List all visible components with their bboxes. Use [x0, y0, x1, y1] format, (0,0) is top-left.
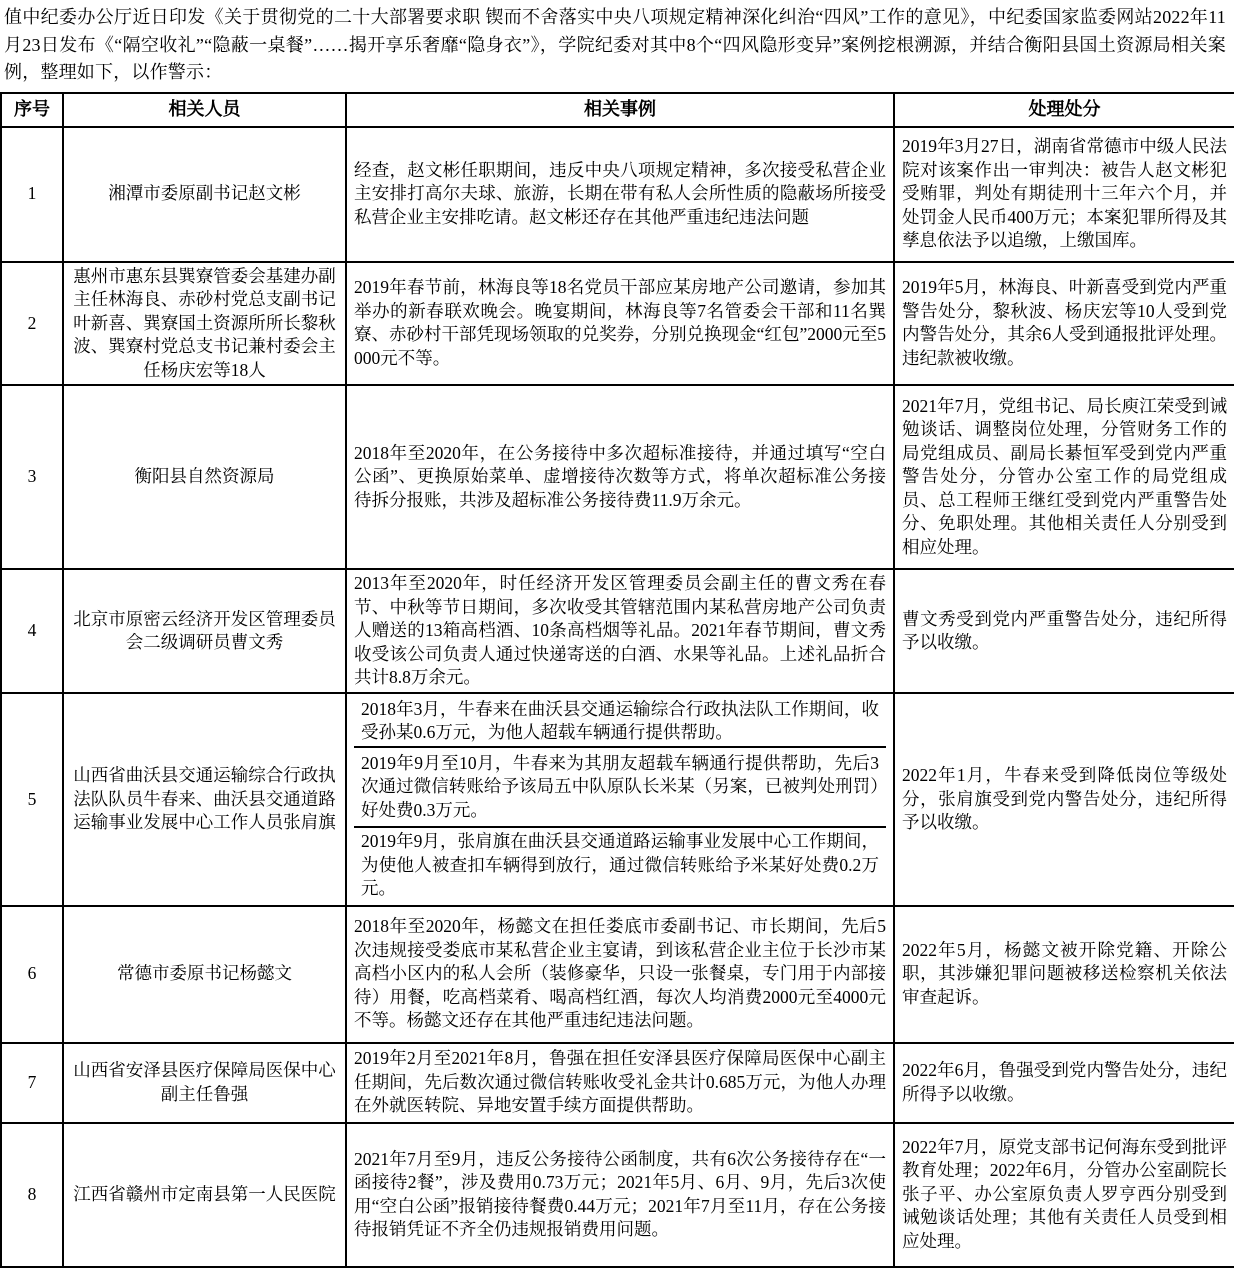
person-cell: 湘潭市委原副书记赵文彬 [63, 127, 346, 262]
punishment-cell: 2019年5月，林海良、叶新喜受到党内严重警告处分，黎秋波、杨庆宏等10人受到党内警告处分，其余6人受到通报批评处理。违纪款被收缴。 [894, 262, 1234, 386]
case-cell-group [346, 693, 894, 906]
case-cell: 2018年至2020年，杨懿文在担任娄底市委副书记、市长期间，先后5次违规接受娄底市某私营企业主宴请，到该私营企业主位于长沙市某高档小区内的私人会所（装修豪华，只设一张餐桌，专门用于内部接待）用餐，吃高档菜肴、喝高档红酒，每次人均消费2000元至4000元不等。杨懿文还存在其他严重违纪违法问题。 [346, 906, 894, 1043]
case-cell: 2019年春节前，林海良等18名党员干部应某房地产公司邀请，参加其举办的新春联欢晚会。晚宴期间，林海良等7名管委会干部和11名巽寮、赤砂村干部凭现场领取的兑奖券，分别兑换现金“红包”2000元至5000元不等。 [346, 262, 894, 386]
person-cell: 惠州市惠东县巽寮管委会基建办副主任林海良、赤砂村党总支副书记叶新喜、巽寮国土资源所所长黎秋波、巽寮村党总支书记兼村委会主任杨庆宏等18人 [63, 262, 346, 386]
person-cell: 江西省赣州市定南县第一人民医院 [63, 1123, 346, 1267]
case-subcell-wrap [354, 696, 886, 903]
row-number-cell: 5 [1, 693, 63, 906]
case-cell: 2019年2月至2021年8月，鲁强在担任安泽县医疗保障局医保中心副主任期间，先后数次通过微信转账收受礼金共计0.685万元，为他人办理在外就医转院、异地安置手续方面提供帮助。 [346, 1043, 894, 1123]
person-cell: 山西省安泽县医疗保障局医保中心副主任鲁强 [63, 1043, 346, 1123]
row-number-cell: 2 [1, 262, 63, 386]
cases-table [0, 92, 1234, 1268]
person-cell: 衡阳县自然资源局 [63, 385, 346, 569]
case-subcell [354, 746, 886, 826]
row-number-cell: 6 [1, 906, 63, 1043]
case-cell: 2013年至2020年，时任经济开发区管理委员会副主任的曹文秀在春节、中秋等节日期间，多次收受其管辖范围内某私营房地产公司负责人赠送的13箱高档酒、10条高档烟等礼品。2021年春节期间，曹文秀收受该公司负责人通过快递寄送的白酒、水果等礼品。上述礼品折合共计8.8万余元。 [346, 569, 894, 693]
case-cell: 2021年7月至9月，违反公务接待公函制度，共有6次公务接待存在“一函接待2餐”，涉及费用0.73万元；2021年5月、6月、9月，先后3次使用“空白公函”报销接待餐费0.44万元；2021年7月至11月，存在公务接待报销凭证不齐全仍违规报销费用问题。 [346, 1123, 894, 1267]
punishment-cell: 2022年6月，鲁强受到党内警告处分，违纪所得予以收缴。 [894, 1043, 1234, 1123]
punishment-cell: 2022年1月，牛春来受到降低岗位等级处分，张肩旗受到党内警告处分，违纪所得予以收缴。 [894, 693, 1234, 906]
punishment-cell: 曹文秀受到党内严重警告处分，违纪所得予以收缴。 [894, 569, 1234, 693]
punishment-cell: 2022年5月，杨懿文被开除党籍、开除公职，其涉嫌犯罪问题被移送检察机关依法审查起诉。 [894, 906, 1234, 1043]
table-row [1, 1123, 1234, 1267]
case-subcell [354, 826, 886, 903]
person-cell: 山西省曲沃县交通运输综合行政执法队队员牛春来、曲沃县交通道路运输事业发展中心工作人员张肩旗 [63, 693, 346, 906]
case-subcell-text: 2019年9月，张肩旗在曲沃县交通道路运输事业发展中心工作期间，为使他人被查扣车辆得到放行，通过微信转账给予米某好处费0.2万元。 [361, 831, 879, 898]
row-number-cell: 3 [1, 385, 63, 569]
table-row [1, 693, 1234, 906]
header-row [1, 93, 1234, 127]
table-row [1, 906, 1234, 1043]
row-number-cell: 4 [1, 569, 63, 693]
person-cell: 北京市原密云经济开发区管理委员会二级调研员曹文秀 [63, 569, 346, 693]
table-row [1, 1043, 1234, 1123]
case-subcell-text: 2019年9月至10月，牛春来为其朋友超载车辆通行提供帮助，先后3次通过微信转账给予该局五中队原队长米某（另案，已被判处刑罚）好处费0.3万元。 [361, 752, 879, 820]
case-subcell [354, 696, 886, 746]
col-header-index: 序号 [1, 93, 63, 127]
punishment-cell: 2019年3月27日，湖南省常德市中级人民法院对该案作出一审判决：被告人赵文彬犯受贿罪，判处有期徒刑十三年六个月，并处罚金人民币400万元；本案犯罪所得及其孳息依法予以追缴，上缴国库。 [894, 127, 1234, 262]
table-row [1, 569, 1234, 693]
person-cell: 常德市委原书记杨懿文 [63, 906, 346, 1043]
table-row [1, 385, 1234, 569]
case-subcell-text: 2018年3月，牛春来在曲沃县交通运输综合行政执法队工作期间，收受孙某0.6万元，为他人超载车辆通行提供帮助。 [361, 698, 879, 742]
col-header-punishment: 处理处分 [894, 93, 1234, 127]
col-header-case: 相关事例 [346, 93, 894, 127]
row-number-cell: 1 [1, 127, 63, 262]
case-cell: 2018年至2020年，在公务接待中多次超标准接待，并通过填写“空白公函”、更换原始菜单、虚增接待次数等方式，将单次超标准公务接待拆分报账，共涉及超标准公务接待费11.9万余元。 [346, 385, 894, 569]
col-header-person: 相关人员 [63, 93, 346, 127]
punishment-cell: 2021年7月，党组书记、局长庾江荣受到诫勉谈话、调整岗位处理，分管财务工作的局党组成员、副局长綦恒军受到党内严重警告处分，分管办公室工作的局党组成员、总工程师王继红受到党内严重警告处分、免职处理。其他相关责任人分别受到相应处理。 [894, 385, 1234, 569]
case-cell: 经查，赵文彬任职期间，违反中央八项规定精神，多次接受私营企业主安排打高尔夫球、旅游，长期在带有私人会所性质的隐蔽场所接受私营企业主安排吃请。赵文彬还存在其他严重违纪违法问题 [346, 127, 894, 262]
row-number-cell: 8 [1, 1123, 63, 1267]
punishment-cell: 2022年7月，原党支部书记何海东受到批评教育处理；2022年6月，分管办公室副院长张子平、办公室原负责人罗亨西分别受到诫勉谈话处理；其他有关责任人员受到相应处理。 [894, 1123, 1234, 1267]
table-row [1, 127, 1234, 262]
intro-paragraph: 值中纪委办公厅近日印发《关于贯彻党的二十大部署要求职 锲而不舍落实中央八项规定精神深化纠治“四风”工作的意见》，中纪委国家监委网站2022年11月23日发布《“隔空收礼”“隐蔽一桌餐”……揭开享乐奢靡“隐身衣”》，学院纪委对其中8个“四风隐形变异”案例挖根溯源，并结合衡阳县国土资源局相关案例，整理如下，以作警示： [4, 7, 1226, 82]
table-row [1, 262, 1234, 386]
row-number-cell: 7 [1, 1043, 63, 1123]
